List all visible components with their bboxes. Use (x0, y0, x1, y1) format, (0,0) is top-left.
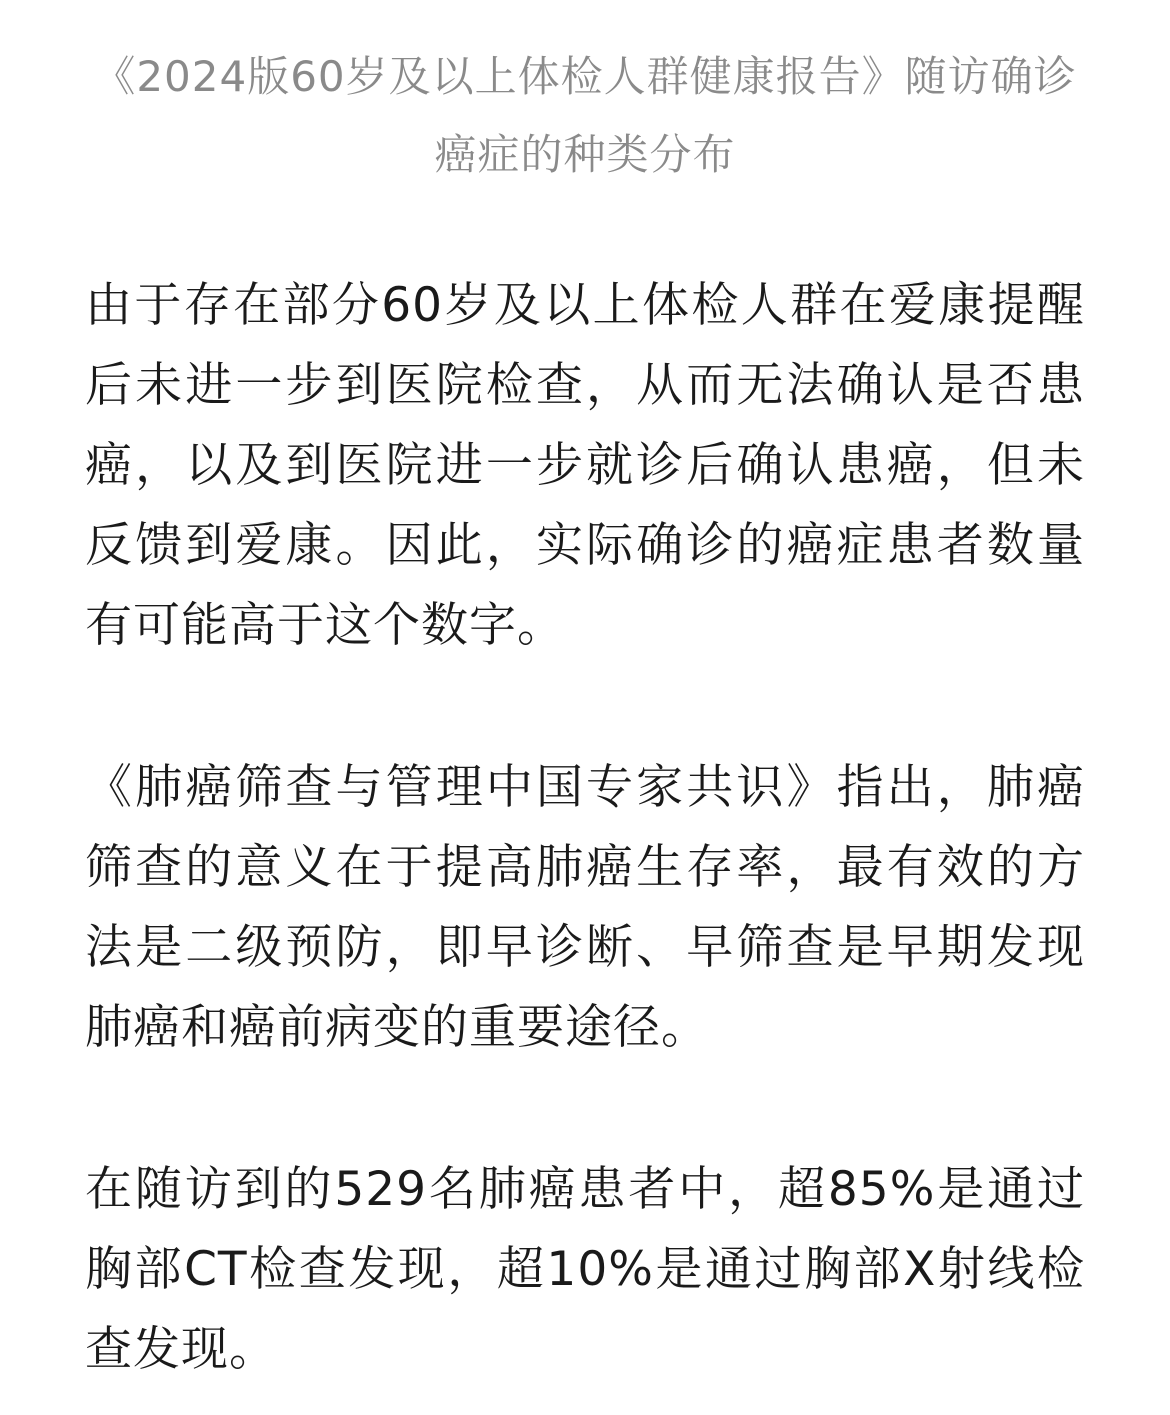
paragraph-lung-cancer-consensus: 《肺癌筛查与管理中国专家共识》指出，肺癌筛查的意义在于提高肺癌生存率，最有效的方法是二级预防，即早诊断、早筛查是早期发现肺癌和癌前病变的重要途径。 (85, 760, 1085, 1055)
paragraph-followup-note: 由于存在部分60岁及以上体检人群在爱康提醒后未进一步到医院检查，从而无法确认是否患癌，以及到医院进一步就诊后确认患癌，但未反馈到爱康。因此，实际确诊的癌症患者数量有可能高于这个数字。 (85, 278, 1085, 653)
paragraph-ct-xray-detection: 在随访到的529名肺癌患者中，超85%是通过胸部CT检查发现，超10%是通过胸部X射线检查发现。 (85, 1162, 1085, 1377)
image-caption: 《2024版60岁及以上体检人群健康报告》随访确诊癌症的种类分布 (93, 52, 1077, 179)
